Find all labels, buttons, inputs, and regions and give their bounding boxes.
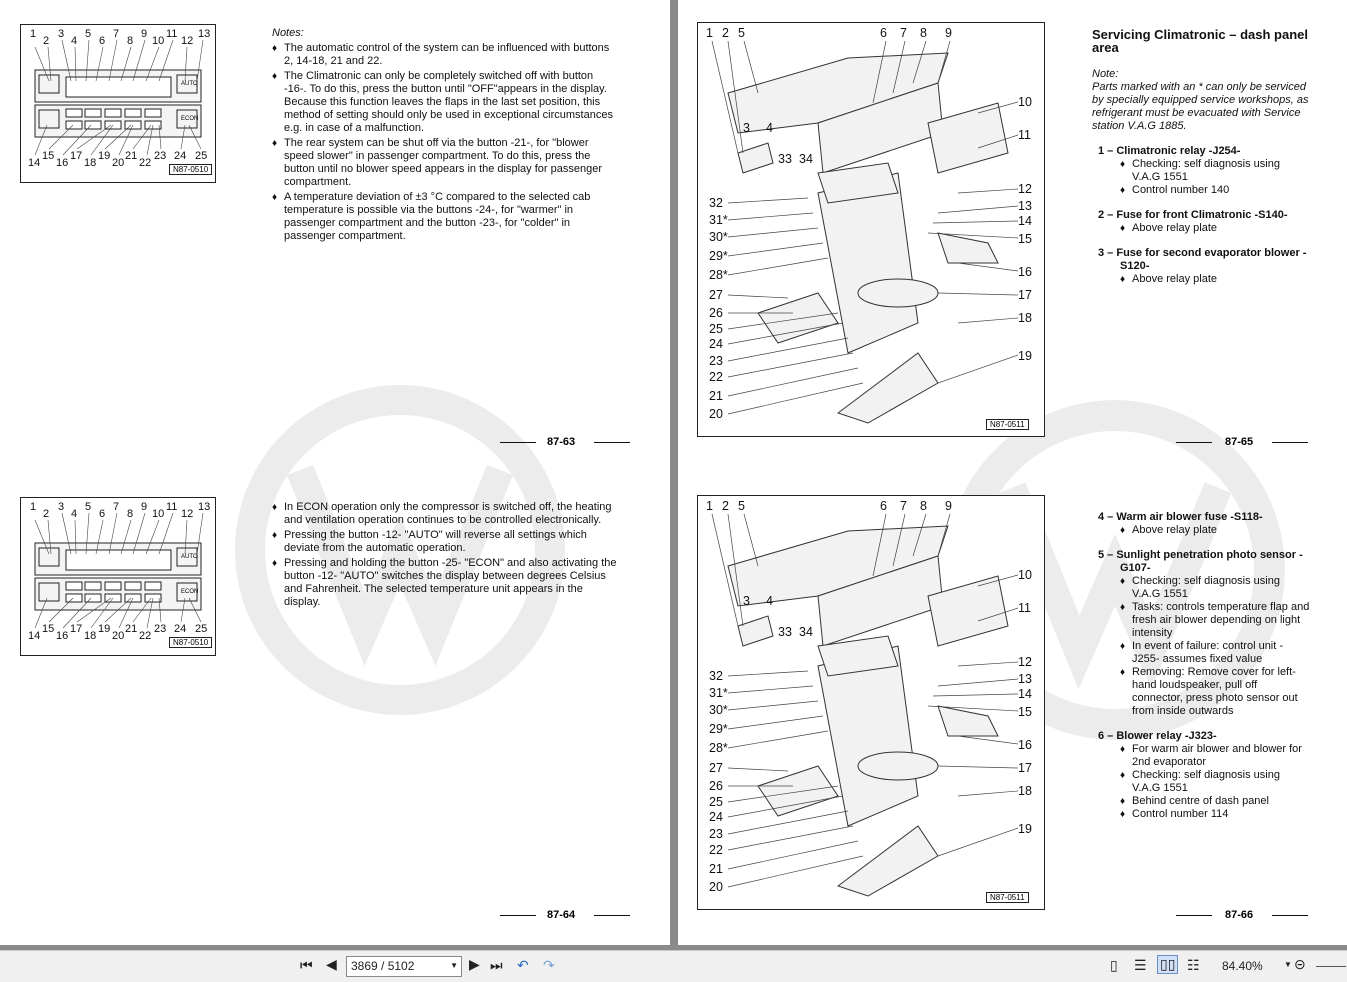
servicing-block-66 (1092, 511, 1310, 821)
page-number: 87-64 (547, 909, 576, 921)
panel-num: 24 (174, 623, 187, 635)
panel-num: 25 (195, 150, 208, 162)
note-bullet: ♦ Pressing and holding the button -25- "ECON" and also activating the button -12- "AUTO" switches the display between degrees Celsius and Fahrenheit. The selected temperature unit appears in the display. (272, 557, 617, 609)
prev-page-icon[interactable]: ◀ (326, 956, 337, 972)
continuous-page-icon[interactable]: ☰ (1134, 957, 1147, 973)
dash-label: 25 (709, 322, 723, 336)
dash-label: 22 (709, 370, 723, 384)
panel-num: 7 (113, 501, 120, 513)
item-title: 1 – Climatronic relay -J254- (1098, 145, 1241, 157)
panel-num: 13 (198, 501, 211, 513)
section-title: Servicing Climatronic – dash panel area (1092, 27, 1309, 55)
panel-num: 24 (174, 150, 187, 162)
panel-num: 1 (30, 501, 37, 513)
viewer-toolbar (0, 950, 1347, 982)
note-bullet: ♦ The Climatronic can only be completely switched off with button -16-. To do this, press the button until "OFF"appears in the display. Because this function leaves the flaps in the last set position, this method of setting should only be used in exceptional circumstances e.g. in case of a malfunction. (272, 70, 617, 135)
panel-num: 18 (84, 630, 97, 642)
page-number-rule (1272, 442, 1308, 443)
dash-label: 6 (880, 26, 887, 40)
dash-label: 3 (743, 121, 750, 135)
panel-num: 16 (56, 157, 69, 169)
item-title: 3 – Fuse for second evaporator blower -S120- (1098, 247, 1307, 272)
auto-label: AUTO (181, 81, 198, 87)
item-title: 4 – Warm air blower fuse -S118- (1098, 511, 1263, 523)
panel-num: 23 (154, 623, 167, 635)
dash-label: 2 (722, 26, 729, 40)
page-number: 87-65 (1225, 436, 1254, 448)
dash-label: 13 (1018, 199, 1032, 213)
dash-label: 17 (1018, 288, 1032, 302)
panel-num: 10 (152, 508, 165, 520)
item-sub: ♦ Control number 140 (1120, 184, 1310, 197)
panel-num: 14 (28, 157, 41, 169)
panel-num: 22 (139, 157, 152, 169)
go-back-icon[interactable]: ↶ (517, 957, 529, 973)
item-sub: ♦ Checking: self diagnosis using V.A.G 1551 (1120, 769, 1310, 795)
item-sub: ♦ Control number 114 (1120, 808, 1310, 821)
page-number-rule (500, 915, 536, 916)
dash-label: 26 (709, 306, 723, 320)
item-sub: ♦ Behind centre of dash panel (1120, 795, 1310, 808)
panel-num: 1 (30, 28, 37, 40)
dash-label: 31* (709, 213, 728, 227)
note-bullet: ♦ In ECON operation only the compressor is switched off, the heating and ventilation operation continues to be controlled electronically. (272, 501, 617, 527)
dash-label: 14 (1018, 687, 1032, 701)
notes-block-64 (272, 501, 617, 611)
dash-label: 20 (709, 407, 723, 421)
panel-num: 9 (141, 501, 148, 513)
panel-num: 11 (166, 28, 178, 40)
page-number-rule (594, 442, 630, 443)
panel-num: 22 (139, 630, 152, 642)
note-title: Note: (1092, 68, 1119, 80)
dash-label: 24 (709, 337, 723, 351)
dash-label: 34 (799, 625, 813, 639)
dash-label: 32 (709, 196, 723, 210)
page-number-rule (594, 915, 630, 916)
item-sub: ♦ Above relay plate (1120, 273, 1310, 286)
dash-label: 5 (738, 26, 745, 40)
dash-label: 28* (709, 268, 728, 282)
panel-num: 21 (125, 150, 138, 162)
page-number-rule (500, 442, 536, 443)
dash-label: 10 (1018, 568, 1032, 582)
dash-label: 11 (1018, 128, 1031, 142)
dash-label: 19 (1018, 822, 1032, 836)
note-bullet: ♦ Pressing the button -12- "AUTO" will reverse all settings which deviate from the automatic operation. (272, 529, 617, 555)
dash-label: 1 (706, 26, 713, 40)
dash-label: 31* (709, 686, 728, 700)
dash-label: 28* (709, 741, 728, 755)
dash-label: 21 (709, 389, 723, 403)
econ-label: ECON (181, 116, 199, 122)
diagram-code: N87-0510 (169, 637, 212, 648)
panel-num: 5 (85, 28, 92, 40)
panel-num: 2 (43, 35, 50, 47)
zoom-value[interactable]: 84.40% (1222, 959, 1263, 973)
go-forward-icon[interactable]: ↷ (543, 957, 555, 973)
facing-pages-icon[interactable]: ▯▯ (1157, 955, 1178, 974)
dash-label: 10 (1018, 95, 1032, 109)
dash-label: 7 (900, 499, 907, 513)
page-selector[interactable] (346, 956, 462, 977)
panel-num: 19 (98, 150, 111, 162)
page-number-rule (1176, 442, 1212, 443)
dash-label: 16 (1018, 738, 1032, 752)
dash-label: 14 (1018, 214, 1032, 228)
dash-label: 1 (706, 499, 713, 513)
item-sub: ♦ Checking: self diagnosis using V.A.G 1551 (1120, 158, 1310, 184)
dash-label: 4 (766, 594, 773, 608)
dash-label: 8 (920, 26, 927, 40)
item-sub: ♦ In event of failure: control unit -J255- assumes fixed value (1120, 640, 1310, 666)
climatronic-panel-diagram-2 (20, 497, 216, 656)
panel-num: 25 (195, 623, 208, 635)
panel-num: 6 (99, 508, 106, 520)
climatronic-panel-diagram-1 (20, 24, 216, 183)
dash-label: 26 (709, 779, 723, 793)
panel-num: 13 (198, 28, 211, 40)
dash-label: 25 (709, 795, 723, 809)
panel-num: 14 (28, 630, 41, 642)
zoom-out-icon[interactable]: ⊝ (1294, 956, 1306, 972)
dash-label: 5 (738, 499, 745, 513)
dash-label: 32 (709, 669, 723, 683)
servicing-block-65 (1092, 28, 1310, 286)
item-sub: ♦ Above relay plate (1120, 222, 1310, 235)
page-number: 87-63 (547, 436, 576, 448)
panel-num: 6 (99, 35, 106, 47)
dash-label: 21 (709, 862, 723, 876)
chevron-down-icon[interactable]: ▼ (450, 961, 458, 970)
dash-label: 9 (945, 26, 952, 40)
dash-label: 18 (1018, 311, 1032, 325)
last-page-icon[interactable]: ⏭ (490, 957, 503, 973)
note-bullet: ♦ The rear system can be shut off via the button -21-, for "blower speed slower" in passenger compartment. To do this, press the button until no blower speed appears in the display for passenger compartment. (272, 137, 617, 189)
panel-num: 3 (58, 501, 65, 513)
dash-label: 16 (1018, 265, 1032, 279)
panel-num: 23 (154, 150, 167, 162)
zoom-slider[interactable] (1316, 966, 1346, 967)
dash-label: 34 (799, 152, 813, 166)
panel-num: 18 (84, 157, 97, 169)
item-sub: ♦ Checking: self diagnosis using V.A.G 1551 (1120, 575, 1310, 601)
item-sub: ♦ Above relay plate (1120, 524, 1310, 537)
panel-num: 17 (70, 623, 83, 635)
panel-num: 11 (166, 501, 178, 513)
page-number-rule (1176, 915, 1212, 916)
note-bullet: ♦ The automatic control of the system can be influenced with buttons 2, 14-18, 21 and 22. (272, 42, 617, 68)
dash-label: 17 (1018, 761, 1032, 775)
first-page-icon[interactable]: ⏮ (300, 957, 313, 973)
dash-label: 30* (709, 703, 728, 717)
item-sub: ♦ For warm air blower and blower for 2nd evaporator (1120, 743, 1310, 769)
dash-label: 22 (709, 843, 723, 857)
dash-label: 23 (709, 354, 723, 368)
dash-label: 29* (709, 249, 728, 263)
panel-num: 4 (71, 508, 78, 520)
item-sub: ♦ Removing: Remove cover for left-hand loudspeaker, pull off connector, press photo sensor out from inside outwards (1120, 666, 1310, 718)
panel-num: 16 (56, 630, 69, 642)
dash-label: 33 (778, 152, 792, 166)
panel-num: 8 (127, 508, 134, 520)
panel-num: 4 (71, 35, 78, 47)
diagram-code: N87-0510 (169, 164, 212, 175)
panel-num: 8 (127, 35, 134, 47)
page-number-rule (1272, 915, 1308, 916)
continuous-facing-icon[interactable]: ☷ (1187, 957, 1200, 973)
dash-drawing (698, 23, 1044, 436)
panel-num: 7 (113, 28, 120, 40)
panel-num: 3 (58, 28, 65, 40)
dash-label: 7 (900, 26, 907, 40)
dash-label: 30* (709, 230, 728, 244)
panel-num: 21 (125, 623, 138, 635)
panel-num: 12 (181, 35, 194, 47)
panel-num: 19 (98, 623, 111, 635)
right-page (678, 0, 1347, 945)
note-text: Parts marked with an * can only be serviced by specially equipped service workshops, as refrigerant must be evacuated with Service station V.A.G 1885. (1092, 81, 1309, 132)
dash-label: 18 (1018, 784, 1032, 798)
panel-num: 9 (141, 28, 148, 40)
panel-num: 10 (152, 35, 165, 47)
single-page-icon[interactable]: ▯ (1110, 957, 1118, 973)
dash-label: 9 (945, 499, 952, 513)
dash-label: 6 (880, 499, 887, 513)
notes-title: Notes: (272, 27, 304, 39)
dash-drawing (698, 496, 1044, 909)
item-title: 6 – Blower relay -J323- (1098, 730, 1217, 742)
dash-label: 27 (709, 761, 723, 775)
auto-label: AUTO (181, 554, 198, 560)
dash-label: 3 (743, 594, 750, 608)
dash-label: 15 (1018, 232, 1032, 246)
dash-label: 13 (1018, 672, 1032, 686)
dash-label: 11 (1018, 601, 1031, 615)
panel-num: 20 (112, 157, 125, 169)
dash-label: 2 (722, 499, 729, 513)
dash-label: 33 (778, 625, 792, 639)
note-bullet: ♦ A temperature deviation of ±3 °C compared to the selected cab temperature is possible via the buttons -24-, for "warmer" in passenger compartment and the button -23-, for "colder" in passenger compartment. (272, 191, 617, 243)
item-title: 2 – Fuse for front Climatronic -S140- (1098, 209, 1288, 221)
panel-num: 5 (85, 501, 92, 513)
dash-label: 20 (709, 880, 723, 894)
item-title: 5 – Sunlight penetration photo sensor -G107- (1098, 549, 1303, 574)
dash-label: 15 (1018, 705, 1032, 719)
econ-label: ECON (181, 589, 199, 595)
page-number: 87-66 (1225, 909, 1254, 921)
item-sub: ♦ Tasks: controls temperature flap and fresh air blower depending on light intensity (1120, 601, 1310, 640)
diagram-code: N87-0511 (986, 892, 1029, 903)
panel-num: 17 (70, 150, 83, 162)
dash-label: 4 (766, 121, 773, 135)
dash-label: 8 (920, 499, 927, 513)
dash-label: 12 (1018, 182, 1032, 196)
dash-label: 23 (709, 827, 723, 841)
panel-num: 15 (42, 150, 55, 162)
dash-panel-diagram-1 (697, 22, 1045, 437)
dash-label: 24 (709, 810, 723, 824)
next-page-icon[interactable]: ▶ (469, 956, 480, 972)
panel-num: 12 (181, 508, 194, 520)
dash-label: 29* (709, 722, 728, 736)
notes-block-63 (272, 27, 617, 245)
panel-num: 2 (43, 508, 50, 520)
panel-num: 15 (42, 623, 55, 635)
dash-panel-diagram-2 (697, 495, 1045, 910)
dash-label: 27 (709, 288, 723, 302)
dash-label: 12 (1018, 655, 1032, 669)
page-input[interactable]: 3869 / 5102 (351, 959, 415, 973)
dash-label: 19 (1018, 349, 1032, 363)
diagram-code: N87-0511 (986, 419, 1029, 430)
panel-num: 20 (112, 630, 125, 642)
zoom-dropdown-icon[interactable]: ▼ (1284, 960, 1292, 969)
left-page (0, 0, 670, 945)
